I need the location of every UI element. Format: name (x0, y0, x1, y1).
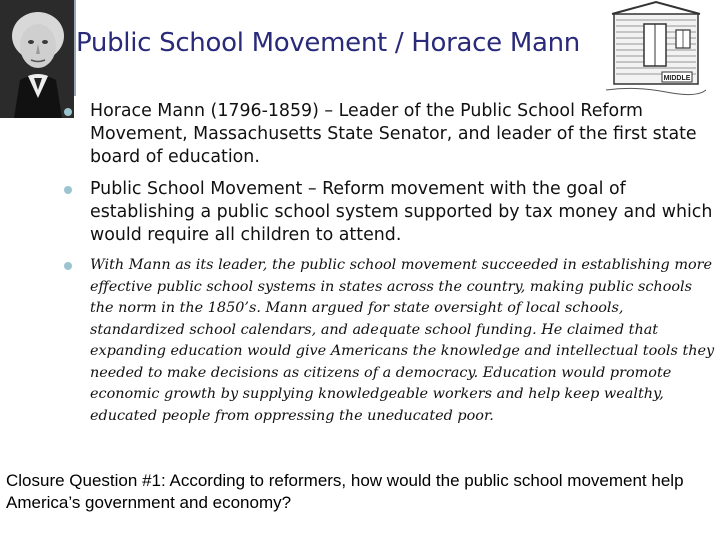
schoolhouse-sign: MIDDLE (663, 75, 691, 82)
bullet-text: Public School Movement – Reform movement with the goal of establishing a public school system supported by tax money and which would require all children to attend. (90, 179, 713, 245)
bullet-item (58, 100, 718, 169)
schoolhouse-drawing (606, 0, 706, 98)
bullet-text: Horace Mann (1796-1859) – Leader of the Public School Reform Movement, Massachusetts State Senator, and leader of the first state board of education. (90, 101, 697, 167)
bullet-item (58, 255, 718, 427)
bullet-dot-icon (64, 186, 72, 194)
bullet-text: With Mann as its leader, the public school movement succeeded in establishing more effective public school systems in states across the country, making public schools the norm in the 1850’s. Mann argued for state oversight of local schools, standardized school calendars, and adequate school funding. He claimed that expanding education would give Americans the knowledge and intellectual tools they needed to make decisions as citizens of a democracy. Education would promote economic growth by supplying knowledgeable workers and help keep wealthy, educated people from oppressing the uneducated poor. (90, 257, 715, 424)
bullet-item (58, 178, 718, 247)
bullet-dot-icon (64, 262, 72, 270)
slide-title: Public School Movement / Horace Mann (76, 28, 580, 58)
bullet-dot-icon (64, 108, 72, 116)
closure-question: Closure Question #1: According to reformers, how would the public school movement help America’s government and economy? (6, 471, 684, 512)
bullet-list (58, 100, 718, 427)
